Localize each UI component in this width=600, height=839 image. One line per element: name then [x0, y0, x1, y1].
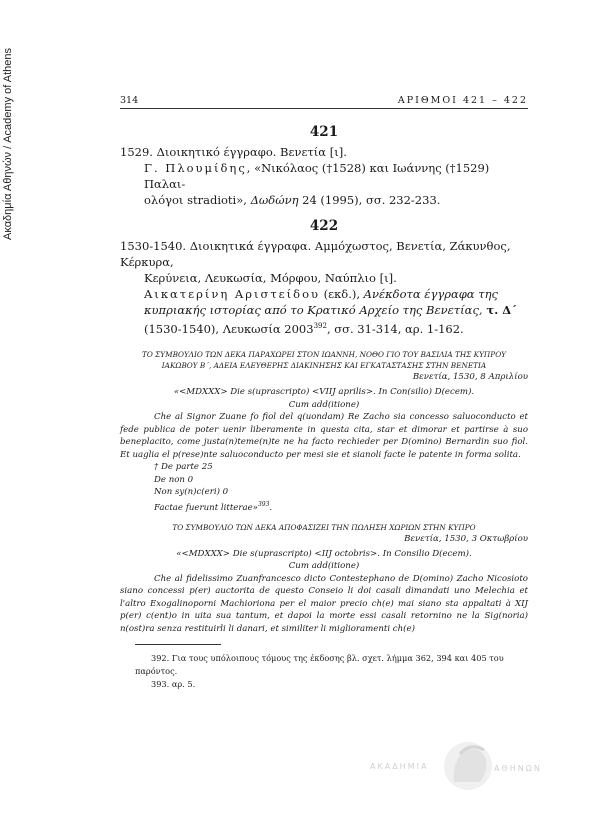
entry-422-book-title: κυπριακής ιστορίας από το Κρατικό Αρχείο της Βενετίας, [144, 303, 483, 317]
doc1-date: Βενετία, 1530, 8 Απριλίου [412, 371, 528, 382]
entry-421-line3 [120, 192, 528, 208]
footnote-ref-393[interactable]: 393 [257, 500, 270, 508]
document-1 [120, 349, 528, 514]
entry-422 [120, 238, 528, 337]
logo-text-left: ΑΚΑΔΗΜΙΑ [370, 762, 429, 771]
entry-422-line5 [120, 318, 528, 337]
document-2 [120, 522, 528, 635]
footnote-392-num: 392. [151, 653, 170, 663]
doc1-title-line2: ΙΑΚΩΒΟΥ Β΄, ΑΔΕΙΑ ΕΛΕΥΘΕΡΗΣ ΔΙΑΚΙΝΗΣΗΣ ΚΑΙ ΕΓΚΑΤΑΣΤΑΣΗΣ ΣΤΗΝ ΒΕΝΕΤΙΑ [161, 360, 487, 370]
doc2-heading: «<MDXXX> Die s(uprascripto) <IIJ octobris>. In Consilio D(ecem). [176, 548, 472, 559]
entry-422-line3 [120, 286, 528, 302]
entry-422-line2: Κερύνεια, Λευκωσία, Μόρφου, Ναύπλιο [ι]. [144, 271, 397, 285]
running-title: ΑΡΙΘΜΟΙ 421 – 422 [397, 95, 528, 106]
page-content [120, 118, 528, 635]
doc1-vote-abstain: Non sy(n)c(eri) 0 [154, 487, 229, 498]
footnote-392-text: Για τους υπόλοιπους τόμους της έκδοσης βλ. σχετ. λήμμα 362, 394 και 405 του παρόντος. [135, 653, 504, 676]
doc1-title-line1: ΤΟ ΣΥΜΒΟΥΛΙΟ ΤΩΝ ΔΕΚΑ ΠΑΡΑΧΩΡΕΙ ΣΤΟΝ ΙΩΑΝΝΗ, ΝΟΘΟ ΓΙΟ ΤΟΥ ΒΑΣΙΛΙΑ ΤΗΣ ΚΥΠΡΟΥ [141, 349, 507, 359]
entry-421-line3-post: 24 (1995), σσ. 232-233. [298, 193, 441, 207]
entry-421-line1: 1529. Διοικητικό έγγραφο. Βενετία [ι]. [120, 145, 347, 159]
entry-422-line5-post: , σσ. 31-314, αρ. 1-162. [326, 321, 464, 336]
footnote-rule [135, 644, 221, 645]
entry-421 [120, 144, 528, 208]
doc1-heading: «<MDXXX> Die s(uprascripto) <VIIJ aprilis>. In Con(silio) D(ecem). [173, 387, 475, 398]
entry-422-line5-text: (1530-1540), Λευκωσία 2003 [144, 321, 314, 336]
entry-number-422: 422 [309, 218, 339, 234]
doc1-closing-text: Factae fuerunt litterae» [154, 502, 258, 513]
footnote-393 [135, 678, 528, 691]
doc1-closing [120, 499, 528, 514]
entry-422-line4 [120, 302, 528, 318]
entry-421-author: Γ. Πλουμίδης [144, 161, 247, 175]
logo-text-right: ΑΘΗΝΩΝ [494, 764, 542, 773]
doc2-addition: Cum add(itione) [288, 561, 360, 572]
footnote-393-num: 393. [151, 679, 170, 689]
entry-422-line1: 1530-1540. Διοικητικά έγγραφα. Αμμόχωστος, Βενετία, Ζάκυνθος, Κέρκυρα, [120, 239, 511, 269]
entry-422-line3-text: (εκδ.), [320, 287, 364, 301]
page-number: 314 [120, 95, 139, 106]
entry-421-line2-text: , «Νικόλαος (†1528) και Ιωάννης (†1529) Παλαι- [144, 161, 490, 191]
footnote-ref-392[interactable]: 392 [313, 322, 327, 330]
entry-421-line3-pre: ολόγοι stradioti», [144, 193, 251, 207]
footnote-392 [135, 652, 528, 678]
entry-number-421: 421 [309, 124, 339, 140]
footnote-393-text: αρ. 5. [171, 679, 196, 689]
doc1-closing-post: . [269, 502, 273, 513]
doc2-title: ΤΟ ΣΥΜΒΟΥΛΙΟ ΤΩΝ ΔΕΚΑ ΑΠΟΦΑΣΙΖΕΙ ΤΗΝ ΠΩΛΗΣΗ ΧΩΡΙΩΝ ΣΤΗΝ ΚΥΠΡΟ [172, 523, 476, 533]
journal-title: Δωδώνη [250, 193, 299, 207]
entry-422-author: Αικατερίνη Αριστείδου [144, 287, 320, 301]
entry-422-line3-italic: Ανέκδοτα έγγραφα της [363, 287, 498, 301]
footnotes [135, 652, 528, 691]
doc1-addition: Cum add(itione) [288, 399, 360, 410]
doc2-paragraph: Che al fidelissimo Zuanfrancesco dicto Contestephano de D(omino) Zacho Nicosioto siano concessi p(er) auctorita de questo Conseio li doi casali dimandati uno Melechia et l'altro Exogalinoporni Machioriona per el maior precio ch(e) mai siano sta appaltati à XIJ p(er) c(ent)o in uita sua tantum, et dapoi la morte essi casali retornino ne la Sig(noria) n(ost)ra senza restituirli li danari, et similiter li miglioramenti ch(e) [120, 573, 528, 634]
entry-422-volume: τ. Δ΄ [482, 303, 517, 317]
archive-watermark-label: Ακαδημία Αθηνών / Academy of Athens [2, 47, 14, 240]
entry-421-line2 [120, 160, 528, 192]
header-rule [120, 108, 528, 109]
doc2-date: Βενετία, 1530, 3 Οκτωβρίου [404, 534, 528, 545]
doc1-vote-for: † De parte 25 [154, 462, 213, 473]
academy-logo [368, 738, 548, 798]
doc1-vote-against: De non 0 [154, 474, 194, 485]
doc1-paragraph: Che al Signor Zuane fo fiol del q(uondam) Re Zacho sia concesso saluoconducto et fede publica de poter uenir liberamente in questa cita, star et dimorar et partirse à suo beneplacito, come justa(n)teme(n)te ne ha facto rechieder per D(omino) Bernardin suo fiol. Et uaglia el p(rese)nte saluoconducto per mesi sie et sianoli facte le patente in forma solita. [120, 412, 528, 460]
